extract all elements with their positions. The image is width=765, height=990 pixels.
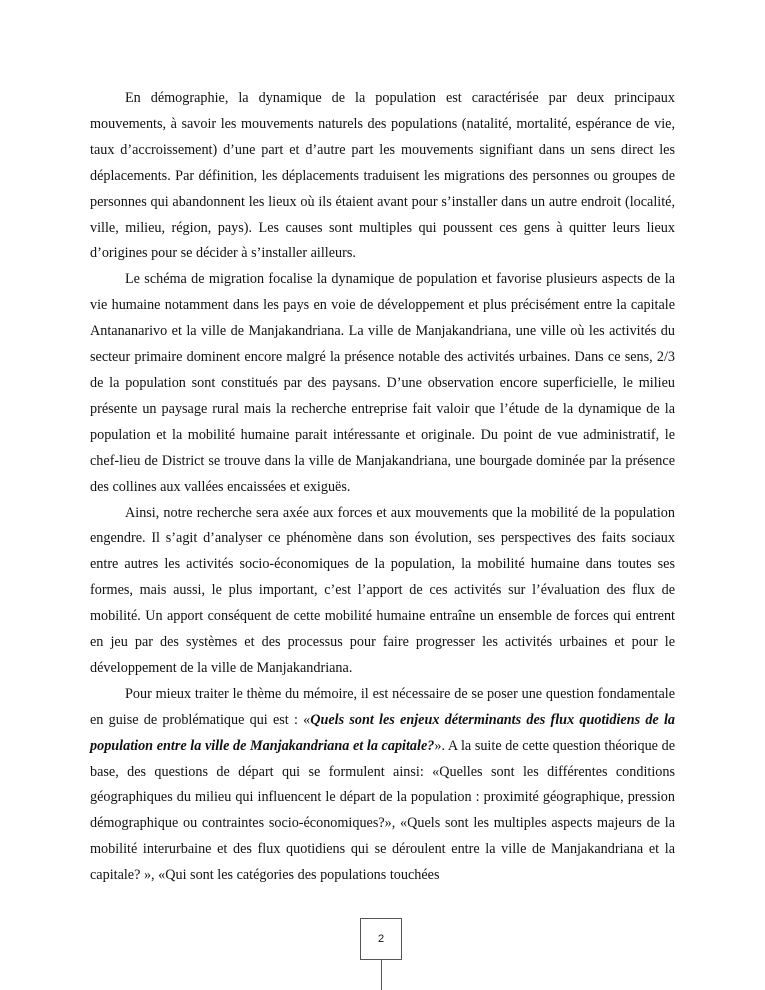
page-number-box — [360, 918, 402, 960]
problematique-intro: Pour mieux traiter le thème du mémoire, il est nécessaire de se poser une question fondamentale en guise de problématique qui est : « — [90, 685, 675, 728]
page-body — [90, 86, 675, 889]
paragraph-recherche: Ainsi, notre recherche sera axée aux forces et aux mouvements que la mobilité de la population engendre. Il s’agit d’analyser ce phénomène dans son évolution, ses perspectives des faits sociaux entre autres les activités socio-économiques de la population, la mobilité humaine dans toutes ses formes, mais aussi, le plus important, c’est l’apport de ces activités sur l’évaluation des flux de mobilité. Un apport conséquent de cette mobilité humaine entraîne un ensemble de forces qui entrent en jeu par des systèmes et des processus pour faire progresser les activités urbaines et pour le développement de la ville de Manjakandriana. — [90, 504, 675, 676]
page-number-connector — [381, 960, 382, 990]
page-number: 2 — [377, 933, 385, 945]
paragraph-schema-migration: Le schéma de migration focalise la dynamique de population et favorise plusieurs aspects de la vie humaine notamment dans les pays en voie de développement et plus précisément entre la capitale Antananarivo et la ville de Manjakandriana. La ville de Manjakandriana, une ville où les activités du secteur primaire dominent encore malgré la présence notable des activités urbaines. Dans ce sens, 2/3 de la population sont constitués par des paysans. D’une observation encore superficielle, le milieu présente un paysage rural mais la recherche entreprise fait valoir que l’étude de la dynamique de la population et la mobilité humaine parait intéressante et originale. Du point de vue administratif, le chef-lieu de District se trouve dans la ville de Manjakandriana, une bourgade dominée par la présence des collines aux vallées encaissées et exiguës. — [90, 271, 675, 495]
paragraph-demographie: En démographie, la dynamique de la population est caractérisée par deux principaux mouvements, à savoir les mouvements naturels des populations (natalité, mortalité, espérance de vie, taux d’accroissement) d’une part et d’autre part les mouvements signifiant dans un sens direct les déplacements. Par définition, les déplacements traduisent les migrations des personnes ou groupes de personnes qui abandonnent les lieux où ils étaient avant pour s’installer dans un autre endroit (localité, ville, milieu, région, pays). Les causes sont multiples qui poussent ces gens à quitter leurs lieux d’origines pour se décider à s’installer ailleurs. — [90, 90, 675, 262]
problematique-suite: ». A la suite de cette question théorique de base, des questions de départ qui se formulent ainsi: «Quelles sont les différentes conditions géographiques du milieu qui influencent le départ de la population : proximité géographique, pression démographique ou contraintes socio-économiques?», «Quels sont les multiples aspects majeurs de la mobilité interurbaine et des flux quotidiens qui se déroulent entre la ville de Manjakandriana et la capitale? », «Qui sont les catégories des populations touchées — [90, 737, 675, 884]
paragraph-problematique — [90, 682, 675, 889]
problematique-question: Quels sont les enjeux déterminants des flux quotidiens de la population entre la ville de Manjakandriana et la capitale? — [90, 711, 675, 754]
